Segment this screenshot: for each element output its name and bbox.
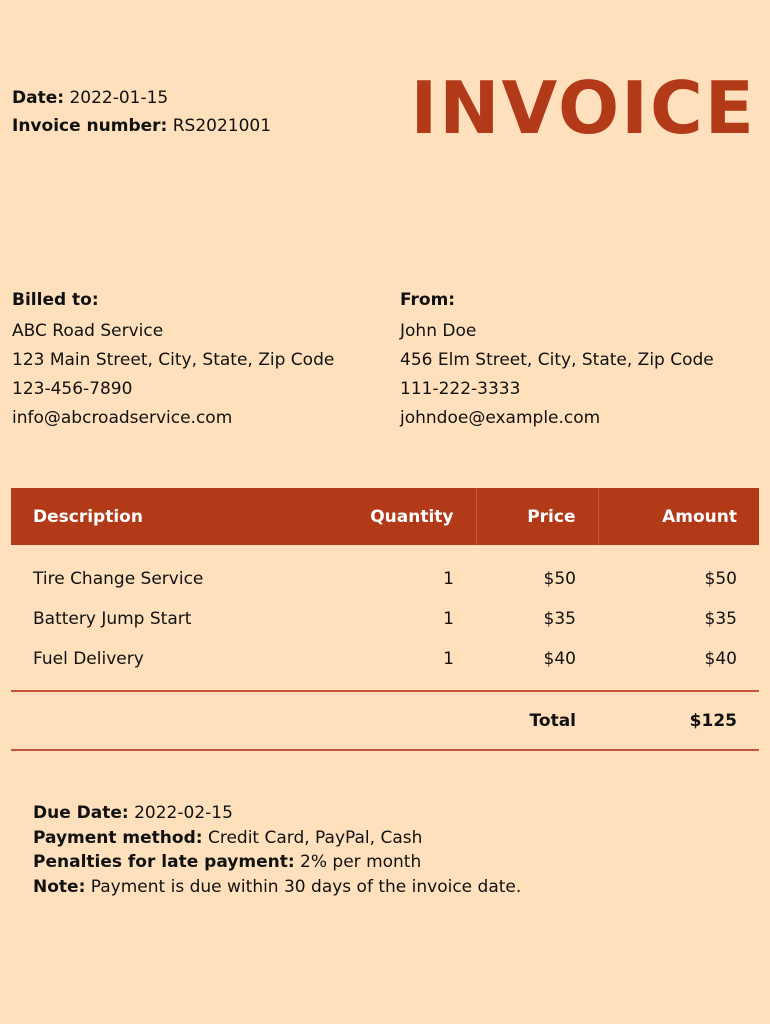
row-description: Fuel Delivery: [33, 648, 144, 669]
row-amount: $35: [704, 609, 737, 629]
invoice-number-label: Invoice number:: [12, 116, 168, 136]
from-label: From:: [400, 290, 456, 310]
from-email: johndoe@example.com: [400, 408, 601, 428]
due-date-value: 2022-02-15: [134, 803, 233, 823]
date-value: 2022-01-15: [69, 88, 169, 108]
billed-to-address: 123 Main Street, City, State, Zip Code: [12, 350, 335, 370]
total-value: $125: [598, 691, 759, 750]
payment-terms: [33, 801, 521, 899]
table-header-row: [11, 488, 759, 545]
total-spacer: [311, 691, 476, 750]
total-label: Total: [476, 691, 598, 750]
total-row: [11, 691, 759, 750]
row-quantity: 1: [443, 609, 454, 629]
from-phone: 111-222-3333: [400, 379, 521, 399]
row-amount: $50: [704, 569, 737, 589]
invoice-title: INVOICE: [410, 66, 756, 150]
row-description: Battery Jump Start: [33, 609, 192, 629]
from-name: John Doe: [400, 321, 477, 341]
row-quantity: 1: [443, 648, 454, 669]
penalties-value: 2% per month: [300, 852, 422, 872]
penalties-label: Penalties for late payment:: [33, 852, 295, 872]
row-description: Tire Change Service: [33, 569, 204, 589]
invoice-number-value: RS2021001: [172, 116, 272, 136]
payment-method-value: Credit Card, PayPal, Cash: [207, 827, 423, 848]
billed-to-label: Billed to:: [12, 290, 99, 310]
date-line: [12, 84, 271, 112]
note-line: [33, 875, 521, 900]
invoice-number-line: [12, 112, 271, 140]
due-date-line: [33, 801, 521, 826]
from-block: [400, 286, 714, 433]
total-spacer: [11, 691, 311, 750]
due-date-label: Due Date:: [33, 803, 129, 823]
table-row: [11, 639, 759, 691]
line-items-table: [11, 488, 759, 751]
header-price: Price: [476, 488, 598, 545]
billed-to-block: [12, 286, 334, 433]
row-quantity: 1: [443, 569, 454, 589]
invoice-meta: [12, 84, 271, 140]
header-description: Description: [11, 488, 311, 545]
table-row: [11, 545, 759, 599]
row-price: $35: [543, 609, 576, 629]
billed-to-name: ABC Road Service: [12, 321, 164, 341]
from-address: 456 Elm Street, City, State, Zip Code: [400, 350, 714, 370]
billed-to-phone: 123-456-7890: [12, 379, 133, 399]
payment-method-line: [33, 826, 521, 851]
note-label: Note:: [33, 876, 86, 897]
row-price: $40: [543, 648, 576, 669]
header-quantity: Quantity: [311, 488, 476, 545]
date-label: Date:: [12, 88, 65, 108]
table-row: [11, 599, 759, 639]
header-amount: Amount: [598, 488, 759, 545]
row-amount: $40: [704, 648, 737, 669]
payment-method-label: Payment method:: [33, 827, 203, 848]
note-value: Payment is due within 30 days of the invoice date.: [90, 876, 522, 897]
row-price: $50: [543, 569, 576, 589]
penalties-line: [33, 850, 521, 875]
billed-to-email: info@abcroadservice.com: [12, 408, 233, 428]
